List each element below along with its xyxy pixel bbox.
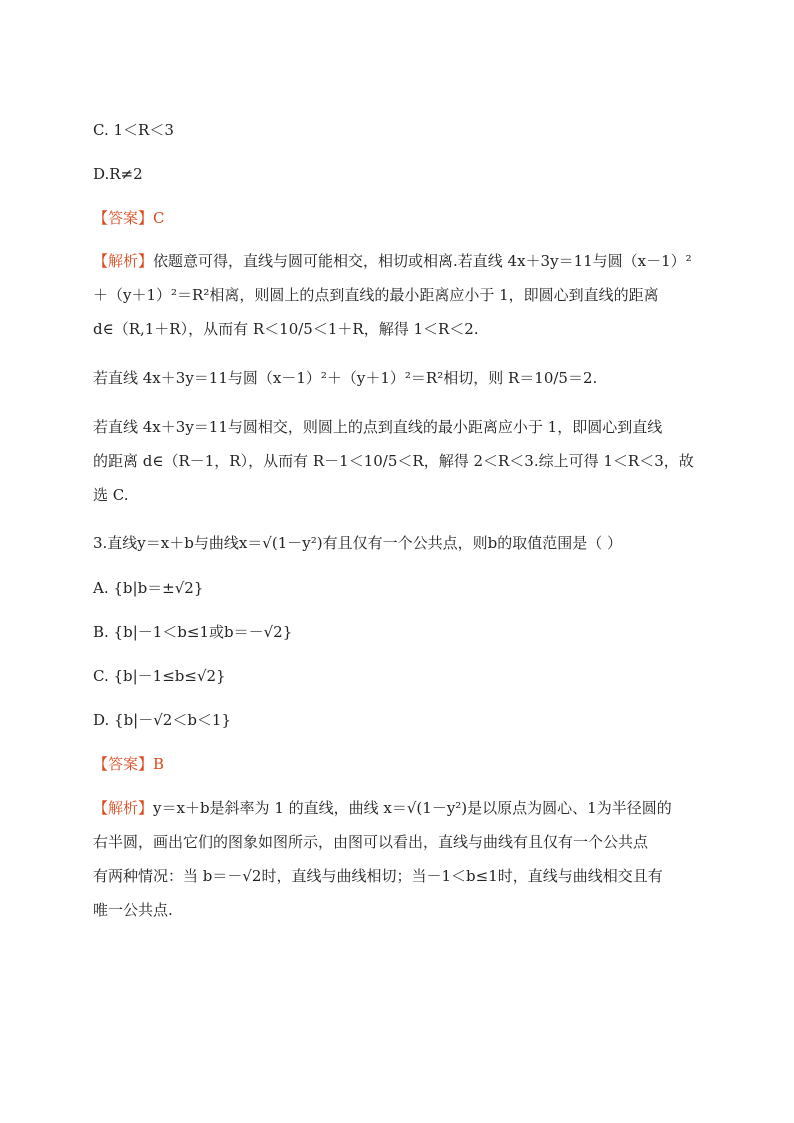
option-c-prev: C. 1＜R＜3: [93, 121, 174, 139]
question-3-option-d: D. {b|－√2＜b＜1}: [93, 711, 232, 729]
analysis-tag: 【解析】: [93, 252, 154, 270]
analysis-3-line-3: 有两种情况：当 b＝－√2时，直线与曲线相切；当－1＜b≤1时，直线与曲线相交且有: [93, 867, 663, 885]
analysis-3-tag: 【解析】: [93, 799, 154, 817]
question-3-option-b: B. {b|－1＜b≤1或b＝－√2}: [93, 623, 293, 641]
analysis-1-line-2: ＋（y＋1）²＝R²相离，则圆上的点到直线的最小距离应小于 1，即圆心到直线的距离: [93, 286, 659, 304]
analysis-1-para-3-line-2: 的距离 d∈（R－1，R），从而有 R－1＜10/5＜R，解得 2＜R＜3.综上可得 1＜R＜3，故: [93, 452, 694, 470]
analysis-3-line-4: 唯一公共点.: [93, 901, 173, 919]
analysis-3-line-1: y＝x＋b是斜率为 1 的直线，曲线 x＝√(1－y²)是以原点为圆心、1为半径圆的: [153, 799, 672, 817]
analysis-1-para-3: [93, 416, 713, 518]
analysis-3-line-2: 右半圆，画出它们的图象如图所示，由图可以看出，直线与曲线有且仅有一个公共点: [93, 833, 649, 851]
analysis-1: [93, 250, 713, 352]
question-3-stem: 3.直线y＝x＋b与曲线x＝√(1－y²)有且仅有一个公共点，则b的取值范围是（ ）: [93, 534, 622, 552]
option-d-prev: D.R≠2: [93, 165, 143, 183]
answer-3-value: B: [153, 755, 165, 773]
analysis-1-para-3-line-1: 若直线 4x＋3y＝11与圆相交，则圆上的点到直线的最小距离应小于 1，即圆心到直线: [93, 418, 663, 436]
analysis-1-line-1: 依题意可得，直线与圆可能相交，相切或相离.若直线 4x＋3y＝11与圆（x－1）²: [153, 252, 692, 270]
analysis-1-para-2: 若直线 4x＋3y＝11与圆（x－1）²＋（y＋1）²＝R²相切，则 R＝10/5＝2.: [93, 369, 598, 387]
answer-3-tag: 【答案】: [93, 755, 154, 773]
analysis-1-line-3: d∈（R,1＋R），从而有 R＜10/5＜1＋R，解得 1＜R＜2.: [93, 320, 479, 338]
analysis-1-para-3-line-3: 选 C.: [93, 486, 129, 504]
answer-tag: 【答案】: [93, 209, 154, 227]
question-3-option-a: A. {b|b＝±√2}: [93, 579, 204, 597]
answer-1: [93, 207, 165, 229]
answer-value: C: [153, 209, 165, 227]
answer-3: [93, 753, 164, 775]
question-3-option-c: C. {b|－1≤b≤√2}: [93, 667, 226, 685]
analysis-3: [93, 797, 713, 933]
